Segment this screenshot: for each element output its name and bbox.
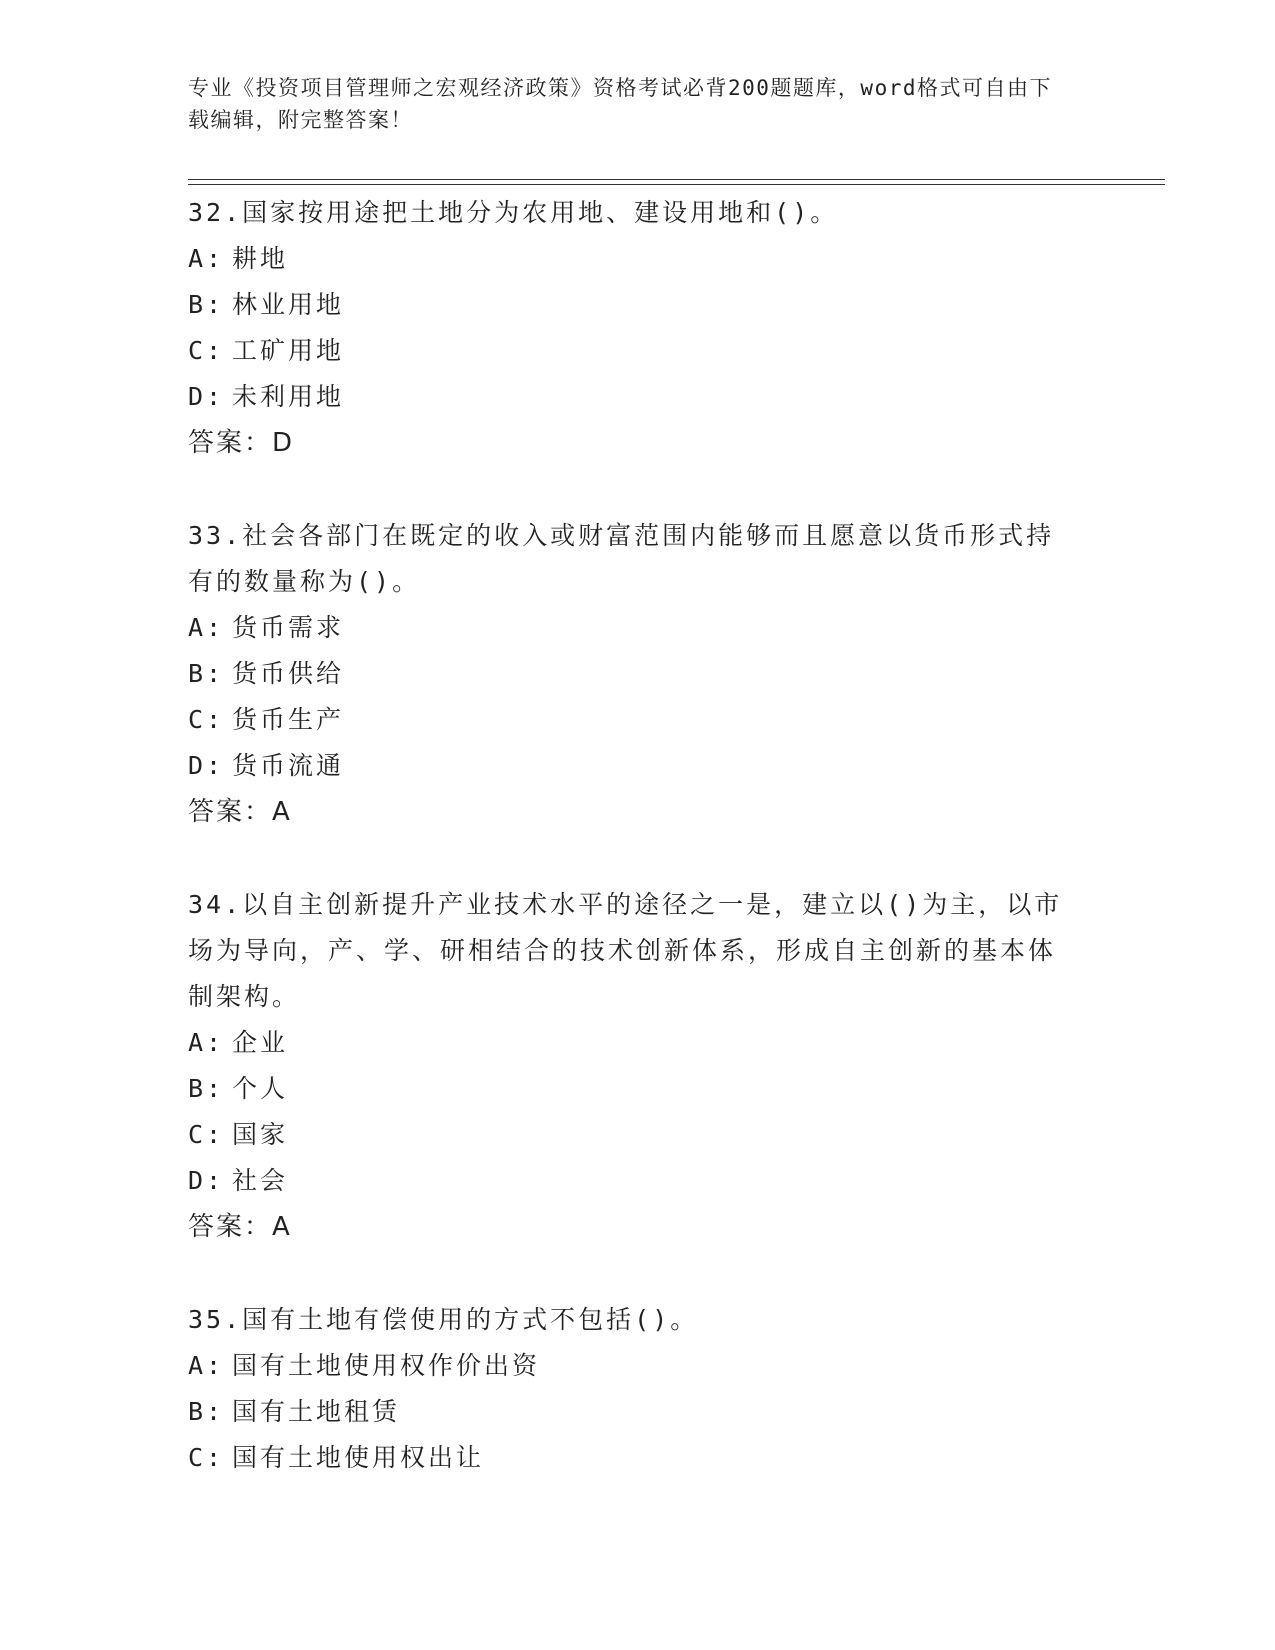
document-header: 专业《投资项目管理师之宏观经济政策》资格考试必背200题题库，word格式可自由下载编辑，附完整答案！ bbox=[188, 76, 1052, 132]
option-text: 企业 bbox=[232, 1028, 289, 1057]
question-list bbox=[188, 190, 1078, 1528]
question-stem: 33.社会各部门在既定的收入或财富范围内能够而且愿意以货币形式持有的数量称为()。 bbox=[188, 521, 1055, 596]
option-c bbox=[188, 1435, 1078, 1481]
option-d bbox=[188, 743, 1078, 789]
question-35 bbox=[188, 1297, 1078, 1481]
option-b bbox=[188, 651, 1078, 697]
header-divider-bottom bbox=[188, 184, 1165, 185]
header-divider-top bbox=[188, 179, 1165, 180]
option-key: C: bbox=[188, 1443, 225, 1472]
option-text: 国有土地使用权出让 bbox=[232, 1443, 485, 1472]
option-d bbox=[188, 374, 1078, 420]
option-key: C: bbox=[188, 1120, 225, 1149]
answer-line: 答案：A bbox=[188, 1212, 292, 1242]
option-b bbox=[188, 282, 1078, 328]
option-text: 林业用地 bbox=[232, 290, 345, 319]
option-text: 货币供给 bbox=[232, 659, 345, 688]
question-32 bbox=[188, 190, 1078, 466]
option-key: C: bbox=[188, 336, 225, 365]
option-key: D: bbox=[188, 751, 225, 780]
option-text: 社会 bbox=[232, 1166, 289, 1195]
option-b bbox=[188, 1066, 1078, 1112]
option-key: D: bbox=[188, 1166, 225, 1195]
option-text: 货币生产 bbox=[232, 705, 345, 734]
option-text: 耕地 bbox=[232, 244, 289, 273]
question-stem: 35.国有土地有偿使用的方式不包括()。 bbox=[188, 1305, 699, 1334]
option-a bbox=[188, 236, 1078, 282]
option-text: 个人 bbox=[232, 1074, 289, 1103]
option-key: D: bbox=[188, 382, 225, 411]
option-a bbox=[188, 605, 1078, 651]
option-key: C: bbox=[188, 705, 225, 734]
option-key: A: bbox=[188, 1028, 225, 1057]
option-key: B: bbox=[188, 1074, 225, 1103]
option-text: 未利用地 bbox=[232, 382, 345, 411]
option-text: 工矿用地 bbox=[232, 336, 345, 365]
answer-line: 答案：A bbox=[188, 797, 292, 827]
option-key: A: bbox=[188, 613, 225, 642]
option-key: B: bbox=[188, 659, 225, 688]
option-a bbox=[188, 1343, 1078, 1389]
option-key: B: bbox=[188, 1397, 225, 1426]
option-key: A: bbox=[188, 1351, 225, 1380]
option-text: 国家 bbox=[232, 1120, 289, 1149]
question-33 bbox=[188, 513, 1078, 835]
option-text: 国有土地租赁 bbox=[232, 1397, 401, 1426]
question-34 bbox=[188, 882, 1078, 1250]
question-stem: 34.以自主创新提升产业技术水平的途径之一是，建立以()为主，以市场为导向，产、学、研相结合的技术创新体系，形成自主创新的基本体制架构。 bbox=[188, 890, 1063, 1011]
option-d bbox=[188, 1158, 1078, 1204]
option-text: 货币需求 bbox=[232, 613, 345, 642]
question-stem: 32.国家按用途把土地分为农用地、建设用地和()。 bbox=[188, 198, 839, 227]
option-key: A: bbox=[188, 244, 225, 273]
option-text: 国有土地使用权作价出资 bbox=[232, 1351, 541, 1380]
option-a bbox=[188, 1020, 1078, 1066]
option-b bbox=[188, 1389, 1078, 1435]
option-key: B: bbox=[188, 290, 225, 319]
option-c bbox=[188, 328, 1078, 374]
option-c bbox=[188, 697, 1078, 743]
option-text: 货币流通 bbox=[232, 751, 345, 780]
answer-line: 答案：D bbox=[188, 428, 295, 458]
option-c bbox=[188, 1112, 1078, 1158]
